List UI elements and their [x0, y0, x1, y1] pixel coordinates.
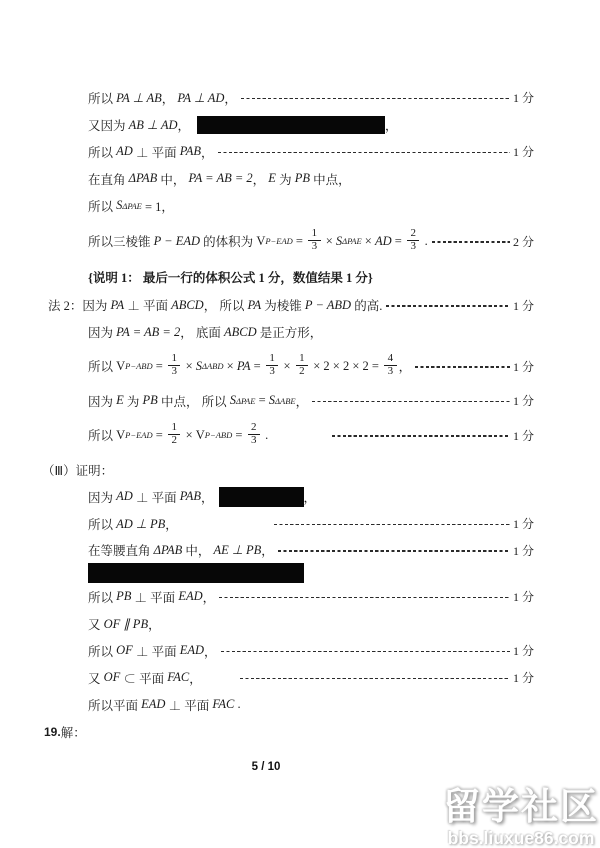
cn-text: 的体积为	[200, 235, 257, 249]
numerator: 2	[407, 228, 420, 241]
line-text	[44, 723, 86, 741]
numerator: 1	[266, 353, 279, 366]
math-text: EAD	[141, 697, 166, 711]
cn-text: 所以	[88, 145, 117, 160]
solution-line-20	[88, 637, 534, 664]
math-text: OF	[116, 643, 133, 657]
math-text: AD ⊥ PB	[116, 516, 166, 531]
fraction	[168, 422, 181, 446]
math-text: E	[116, 393, 124, 407]
numerator: 1	[168, 353, 181, 366]
math-text: V	[256, 233, 266, 248]
cn-text: 是正方形，	[256, 326, 323, 340]
cn-text: 所以	[88, 199, 117, 214]
math-text: EAD	[178, 589, 203, 603]
times-sign: ×	[361, 233, 375, 248]
line-text	[88, 615, 161, 633]
math-text: OF ∥ PB	[103, 616, 149, 631]
math-text: PB	[142, 393, 158, 407]
math-text: ΔPAB	[153, 542, 183, 557]
solution-line-18	[88, 583, 534, 610]
line-text	[88, 268, 373, 286]
numerator: 2	[248, 422, 261, 435]
dash-leader	[432, 241, 510, 243]
math-text: ΔPAB	[128, 171, 158, 185]
cn-text: 因为	[88, 490, 117, 505]
math-text: PAB	[179, 144, 201, 158]
denominator: 3	[387, 364, 394, 377]
dash-leader	[332, 435, 510, 437]
math-text: V	[116, 427, 126, 442]
cn-text: ，	[165, 517, 178, 532]
numerator: 1	[296, 353, 309, 366]
cn-text: 的高.	[351, 299, 383, 313]
math-text: AD	[374, 233, 392, 248]
dash-leader	[415, 366, 510, 368]
fraction	[296, 353, 309, 377]
solution-line-12	[88, 414, 534, 456]
cn-text: 中点， 所以	[157, 394, 230, 409]
score-mark: 1 分	[512, 543, 534, 558]
denominator: 3	[171, 364, 177, 377]
math-text: AD	[116, 144, 133, 158]
math-text: PA ⊥ AB	[116, 90, 162, 105]
cn-text: ，	[148, 617, 161, 632]
cn-text: 所以	[88, 590, 117, 605]
score-mark: 1 分	[512, 428, 534, 443]
period: .	[421, 233, 428, 248]
cn-text: 解：	[60, 725, 86, 740]
math-text: FAC	[167, 670, 190, 684]
cn-text: 又	[88, 671, 104, 686]
solution-line-8	[48, 291, 534, 319]
solution-line-9	[88, 319, 534, 345]
comma: ，	[295, 394, 309, 409]
math-text: PA = AB = 2	[188, 171, 253, 185]
question-19-heading	[44, 718, 534, 745]
math-text: V	[116, 358, 126, 373]
equals-sign: =	[250, 358, 264, 373]
cn-text: ， 所以	[203, 299, 248, 313]
cn-text: ⊥ 平面	[124, 299, 172, 313]
math-text: FAC	[212, 697, 235, 711]
section-heading	[42, 456, 534, 483]
score-mark: 1 分	[512, 644, 534, 658]
line-text: 所以 S ΔPAE = 1，	[88, 198, 174, 214]
math-text: PA	[236, 358, 251, 373]
line-text	[88, 323, 322, 341]
solution-line-6	[88, 219, 534, 263]
solution-line-5	[88, 192, 534, 219]
line-text	[88, 116, 190, 134]
times-sign: ×	[280, 358, 294, 373]
score-mark: 1 分	[512, 517, 534, 531]
solution-line-22	[88, 691, 534, 718]
cn-text: （Ⅲ）证明：	[42, 463, 114, 478]
cn-text: 在等腰直角	[88, 544, 154, 558]
cn-text: 中，	[157, 172, 189, 187]
math-text: AB ⊥ AD	[128, 117, 178, 132]
denominator: 3	[311, 239, 318, 252]
line-text	[88, 515, 178, 533]
numerator: 1	[168, 422, 181, 435]
math-text: S	[335, 233, 343, 248]
cn-text: ，	[303, 490, 317, 505]
dash-leader	[241, 98, 510, 100]
dash-leader	[221, 651, 510, 653]
cn-text: 法 2：因为	[48, 299, 111, 313]
cn-text: ，	[204, 644, 217, 659]
fraction	[266, 353, 279, 377]
cn-text: 所以	[88, 360, 117, 374]
math-text: × 2 × 2 × 2 =	[310, 358, 383, 373]
line-text	[88, 669, 202, 687]
equals-sign: =	[292, 233, 307, 248]
cn-text: ，	[189, 671, 202, 686]
cn-text: ， 底面	[180, 326, 225, 340]
score-mark: 1 分	[512, 298, 534, 313]
solution-line-19	[88, 610, 534, 637]
cn-text: 为棱锥	[261, 299, 305, 313]
math-text: ABCD	[224, 324, 257, 339]
equals-sign: =	[391, 233, 405, 248]
score-mark: 1 分	[512, 671, 534, 685]
math-text: V	[195, 427, 205, 442]
math-text: E	[268, 171, 276, 185]
fraction	[248, 422, 261, 446]
solution-line-21	[88, 664, 534, 691]
dash-leader	[219, 597, 510, 599]
math-text: S	[116, 198, 123, 212]
cn-text: = 1，	[141, 199, 174, 214]
math-text: PAB	[179, 489, 201, 503]
math-text: PB	[294, 171, 310, 185]
solution-line-15	[88, 510, 534, 537]
cn-text: ⊥ 平面	[132, 145, 180, 160]
score-mark: 1 分	[512, 91, 534, 105]
comma: ，	[398, 360, 412, 374]
cn-text: ，	[224, 91, 237, 106]
dash-leader	[386, 305, 510, 307]
solution-line-3	[88, 138, 534, 165]
equals-sign: =	[255, 393, 269, 407]
cn-text: 所以	[88, 429, 117, 443]
equals-sign: =	[152, 358, 166, 373]
math-text: P − ABD	[304, 297, 352, 312]
math-text: AD	[116, 489, 133, 503]
cn-text: ⊂ 平面	[120, 671, 168, 686]
cn-text: 因为	[88, 326, 117, 340]
cn-text: 所以	[88, 517, 117, 532]
line-text: 所以 V P−EAD = $\frac{1}{2}$ × V P−ABD = $\frac{2}{3}$ .	[88, 421, 269, 446]
cn-text: ，	[202, 590, 216, 605]
cn-text: 所以三棱锥	[88, 235, 154, 249]
math-text: ABCD	[171, 297, 204, 312]
cn-text: 在直角	[88, 172, 129, 187]
cn-text: ，	[261, 544, 274, 558]
redacted-line	[88, 563, 534, 583]
line-text	[88, 642, 217, 660]
cn-text: 又	[88, 617, 104, 632]
redaction-box	[197, 116, 385, 134]
denominator: 3	[251, 433, 257, 446]
denominator: 3	[269, 364, 275, 377]
cn-text: ⊥ 平面	[131, 590, 179, 605]
page-number: 5 / 10	[251, 761, 281, 773]
math-text: S	[195, 358, 202, 373]
cn-text: 为	[123, 394, 143, 409]
solution-note-line	[88, 263, 534, 291]
cn-text: 所以平面	[88, 698, 142, 713]
watermark-title: 留学社区	[443, 785, 599, 827]
score-mark: 1 分	[512, 590, 534, 604]
numerator: 4	[384, 353, 397, 366]
solution-line-1	[88, 84, 534, 111]
math-text: PA = AB = 2	[116, 324, 181, 339]
math-text: OF	[103, 670, 121, 684]
fraction	[407, 228, 420, 252]
question-number: 19.	[44, 724, 61, 739]
cn-text: 因为	[88, 394, 117, 409]
cn-text: 所以	[88, 91, 117, 106]
line-text: 所以三棱锥 P − EAD 的体积为 V P−EAD = $\frac{1}{3}$ × S ΔPAE × AD = $\frac{2}{3}$ .	[88, 227, 428, 252]
math-text: S	[268, 393, 276, 407]
solution-line-11	[88, 387, 534, 414]
solution-line-16	[88, 537, 534, 563]
cn-text: {说明 1： 最后一行的体积公式 1 分，数值结果 1 分}	[88, 271, 373, 285]
line-text	[48, 296, 382, 314]
solution-line-4	[88, 165, 534, 192]
cn-text: 所以	[88, 644, 117, 659]
fraction	[384, 353, 397, 377]
watermark	[443, 785, 599, 848]
cn-text: ，	[385, 118, 398, 133]
cn-text: 为	[275, 172, 295, 187]
cn-text: ，	[177, 118, 191, 133]
dash-leader	[218, 152, 510, 154]
line-text	[88, 170, 351, 188]
cn-text: 又因为	[88, 118, 129, 133]
math-text: S	[229, 393, 236, 407]
denominator: 2	[171, 433, 177, 446]
redaction-box	[88, 563, 304, 583]
cn-text: ⊥ 平面	[132, 490, 180, 505]
cn-text: 中点，	[309, 172, 351, 187]
line-text	[88, 696, 241, 714]
math-text: PA	[247, 297, 262, 312]
score-mark: 1 分	[512, 359, 534, 374]
math-text: AE ⊥ PB	[213, 543, 262, 557]
score-mark: 1 分	[512, 145, 534, 159]
math-text: EAD	[179, 643, 205, 657]
fraction	[168, 353, 181, 377]
math-text: P − EAD	[153, 233, 201, 248]
cn-text: .	[234, 697, 241, 711]
times-sign: ×	[182, 358, 196, 373]
line-text	[88, 89, 237, 107]
score-mark: 2 分	[512, 234, 534, 249]
math-text: PB	[116, 589, 132, 603]
cn-text: ，	[252, 172, 269, 187]
solution-line-14	[88, 483, 534, 510]
dash-leader	[312, 401, 510, 403]
period: .	[262, 427, 269, 442]
line-text	[88, 541, 274, 559]
denominator: 3	[410, 239, 416, 252]
dash-leader	[240, 678, 510, 680]
times-sign: ×	[322, 233, 336, 248]
equals-sign: =	[232, 427, 246, 442]
watermark-url: bbs.liuxue86.com	[447, 827, 595, 848]
line-text	[88, 143, 214, 161]
redaction-box	[219, 487, 304, 507]
score-mark: 1 分	[512, 394, 534, 408]
cn-text: ⊥ 平面	[132, 644, 180, 659]
line-text: 所以 V P−ABD = $\frac{1}{3}$ × S ΔABD × PA = $\frac{1}{3}$ × $\frac{1}{2}$ × 2 × 2 × 2 = $\frac{4}{3}$ ，	[88, 352, 412, 377]
numerator: 1	[308, 228, 321, 241]
line-text: 因为 E 为 PB 中点， 所以 S ΔPAE = S ΔABE ，	[88, 393, 309, 409]
math-text: PA ⊥ AD	[177, 90, 225, 105]
times-sign: ×	[223, 358, 237, 373]
cn-text: 中，	[182, 544, 214, 558]
line-text	[42, 461, 113, 479]
times-sign: ×	[182, 427, 196, 442]
denominator: 2	[299, 364, 305, 377]
dash-leader	[274, 524, 510, 526]
line-text	[88, 588, 215, 606]
solution-line-10	[88, 345, 534, 387]
solution-line-2	[88, 111, 534, 138]
fraction	[308, 228, 321, 252]
cn-text: ，	[201, 145, 214, 160]
equals-sign: =	[152, 427, 166, 442]
dash-leader	[278, 550, 510, 552]
line-text	[88, 488, 214, 506]
math-text: PA	[110, 297, 125, 312]
cn-text: ⊥ 平面	[165, 698, 213, 713]
cn-text: ，	[161, 91, 178, 106]
cn-text: ，	[201, 490, 214, 505]
